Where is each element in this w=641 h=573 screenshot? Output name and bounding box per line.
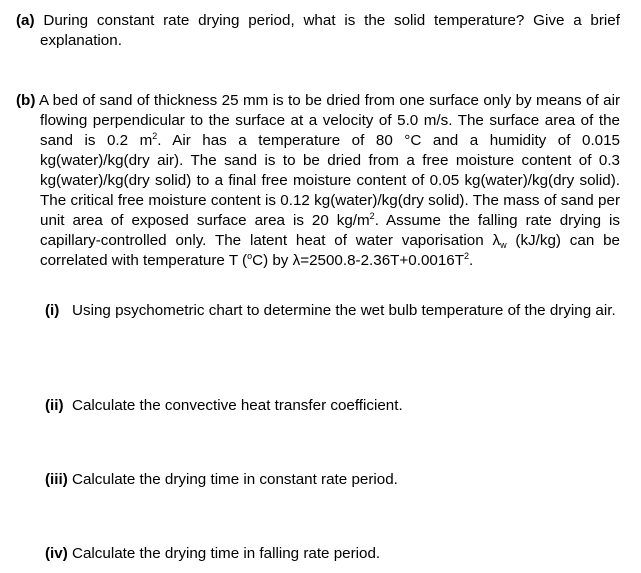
question-part-a [16, 11, 620, 51]
part-b-text-1: A bed of sand of thickness 25 mm is to be dried from one surface only by means of air flowing perpendicular to the surface at a velocity of 5.0 m/s. The surface area of the sand is 0.2 m [38, 92, 620, 149]
subpart-ii [45, 396, 621, 416]
part-b-text-6: . [469, 252, 474, 269]
subpart-iii-text: Calculate the drying time in constant rate period. [72, 471, 398, 488]
superscript-squared: 2 [464, 251, 470, 261]
subpart-i-body [45, 301, 621, 321]
subpart-iv-text: Calculate the drying time in falling rate period. [72, 545, 381, 562]
subpart-i-label: (i) [45, 302, 60, 319]
question-part-b [16, 91, 620, 271]
part-b-text-4: (kJ/kg) can be correlated with temperature T ( [40, 232, 620, 269]
subscript-w: w [500, 240, 507, 250]
part-a-label: (a) [16, 12, 35, 29]
question-part-a-body [16, 11, 620, 51]
subpart-i [45, 301, 621, 321]
subpart-ii-text: Calculate the convective heat transfer coefficient. [72, 397, 403, 414]
part-b-text-5: C) by λ=2500.8-2.36T+0.0016T [252, 252, 465, 269]
subpart-iv-label: (iv) [45, 545, 68, 562]
part-b-text-3: . Assume the falling rate drying is capillary-controlled only. The latent heat of water vaporisation λ [40, 212, 621, 249]
part-b-label: (b) [16, 92, 36, 109]
subpart-ii-label: (ii) [45, 397, 64, 414]
superscript-squared: 2 [369, 211, 375, 221]
part-a-text: During constant rate drying period, what is the solid temperature? Give a brief explanation. [40, 12, 620, 49]
subpart-iv-body [45, 544, 621, 564]
subpart-i-text: Using psychometric chart to determine the wet bulb temperature of the drying air. [72, 302, 616, 319]
subpart-iii [45, 470, 621, 490]
part-b-text-2: . Air has a temperature of 80 °C and a humidity of 0.015 kg(water)/kg(dry air). The sand is to be dried from a free moisture content of 0.3 kg(water)/kg(dry solid) to a final free moisture content of 0.05 kg(water)/kg(dry solid). The critical free moisture content is 0.12 kg(water)/kg(dry solid). The mass of sand per unit area of exposed surface area is 20 kg/m [40, 132, 621, 229]
subpart-ii-body [45, 396, 621, 416]
superscript-degree: o [247, 251, 253, 261]
subpart-iii-body [45, 470, 621, 490]
subpart-iii-label: (iii) [45, 471, 68, 488]
superscript-squared: 2 [152, 131, 158, 141]
subpart-iv [45, 544, 621, 564]
question-part-b-body [16, 91, 620, 271]
